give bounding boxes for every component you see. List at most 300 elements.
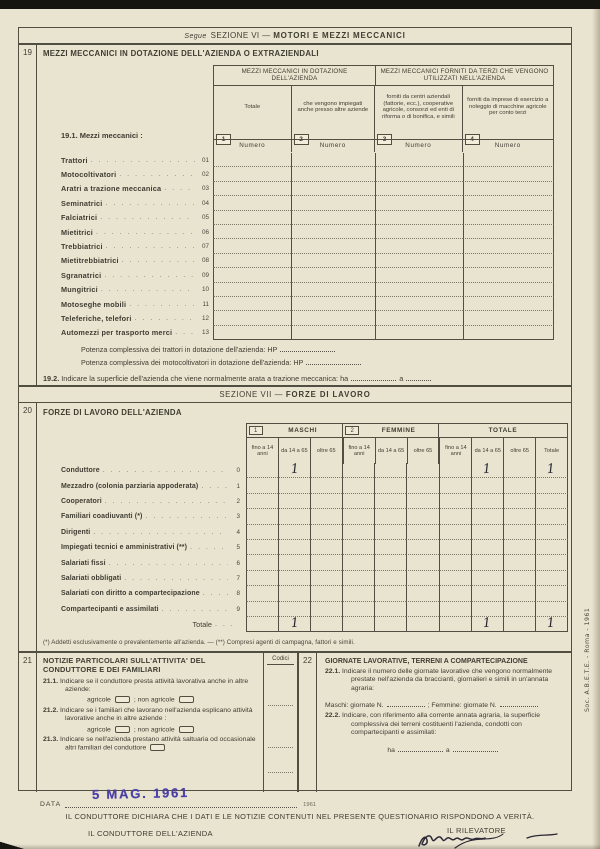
cell-noleggio: [463, 167, 554, 181]
dotted-leader: [164, 185, 195, 192]
fill-in-blank: [453, 745, 498, 752]
machine-code: 07: [201, 243, 209, 251]
cell-femmine-fino14: [342, 602, 374, 617]
machine-row: [37, 311, 554, 325]
scan-corner-bottom-left: [0, 840, 30, 849]
cell-totale: [213, 225, 291, 239]
machine-row-label: [37, 254, 213, 268]
cell-centri-aziendali: [375, 153, 463, 167]
section-22-title: GIORNATE LAVORATIVE, TERRENI A COMPARTECIPAZIONE: [325, 658, 528, 665]
fill-in-blank: [387, 700, 425, 707]
machine-code: 02: [201, 171, 209, 179]
page-title: MOTORI E MEZZI MECCANICI: [273, 31, 406, 40]
machine-code: 09: [201, 271, 209, 279]
section-20: [19, 403, 571, 653]
labour-category: Salariati fissi: [61, 559, 106, 567]
cell-centri-aziendali: [375, 167, 463, 181]
cell-femmine-fino14: [342, 509, 374, 524]
age-band-header: oltre 65: [311, 438, 343, 464]
dotted-leader: [105, 498, 228, 505]
section-21: [37, 653, 263, 792]
col-number: 1: [216, 134, 231, 145]
machine-name: Motocoltivatori: [61, 170, 117, 180]
machine-row-label: [37, 153, 213, 167]
cell-totale: [213, 153, 291, 167]
section-20-title: FORZE DI LAVORO DELL'AZIENDA: [43, 408, 182, 417]
machine-name: Mungitrici: [61, 285, 98, 295]
section-20-number: 20: [19, 403, 37, 651]
power-line-text: Potenza complessiva dei trattori in dotazione dell'azienda: HP: [81, 345, 278, 354]
cell-totale-generale: [535, 540, 568, 555]
section-7-title: FORZE DI LAVORO: [285, 390, 371, 399]
labour-category: Salariati con diritto a compartecipazione: [61, 590, 200, 598]
printer-imprint: Soc. A.B.E.T.E. - Roma - 1961: [584, 607, 591, 712]
cell-femmine-14-65: [374, 602, 406, 617]
machine-row-label: [37, 268, 213, 282]
cell-centri-aziendali: [375, 196, 463, 210]
cell-maschi-fino14: [246, 617, 278, 632]
question-text: Indicare se i familiari che lavorano nell'azienda esplicano attività lavorative anche in altre aziende :: [60, 706, 253, 723]
machine-row-label: [37, 326, 213, 340]
question-number: 19.2.: [43, 374, 60, 383]
dotted-leader: [215, 621, 237, 628]
age-band-header: fino a 14 anni: [247, 438, 279, 464]
labour-row: [37, 586, 568, 601]
labour-category: Impiegati tecnici e amministrativi (**): [61, 544, 188, 552]
codici-answer-line: [268, 747, 293, 748]
labour-row-label: [37, 571, 246, 586]
cell-totale-oltre65: [503, 555, 535, 570]
machine-code: 05: [201, 214, 209, 222]
age-band-header: da 14 a 65: [472, 438, 504, 464]
cell-femmine-oltre65: [406, 525, 438, 540]
machine-row: [37, 297, 554, 311]
section-19-number: 19: [19, 45, 37, 385]
labour-row: [37, 509, 568, 524]
cell-maschi-14-65: [278, 586, 310, 601]
cell-altre-aziende: [291, 239, 375, 253]
cell-totale-fino14: [439, 571, 471, 586]
cell-maschi-oltre65: [310, 617, 342, 632]
machine-row-label: [37, 167, 213, 181]
cell-maschi-oltre65: [310, 525, 342, 540]
cell-noleggio: [463, 153, 554, 167]
question-number: 21.1.: [43, 677, 59, 685]
cell-totale-generale: [535, 555, 568, 570]
cell-femmine-oltre65: [406, 571, 438, 586]
date-stamp: 5 MAG. 1961: [91, 784, 190, 803]
machine-code: 10: [201, 286, 209, 294]
cell-centri-aziendali: [375, 182, 463, 196]
cell-totale-fino14: [439, 617, 471, 632]
cell-totale-14-65: [471, 525, 503, 540]
cell-maschi-14-65: [278, 509, 310, 524]
cell-altre-aziende: [291, 196, 375, 210]
cell-totale-oltre65: [503, 509, 535, 524]
cell-femmine-oltre65: [406, 586, 438, 601]
labour-code: 7: [236, 574, 240, 582]
question-text: Indicare il numero delle giornate lavorative che vengono normalmente prestate nell'azienda da braccianti, giornalieri e simili in un'annata agraria:: [342, 668, 553, 692]
section-22-number: 22: [299, 653, 317, 792]
labour-category: Mezzadro (colonia parziaria appoderata): [61, 482, 199, 490]
machine-name: Motoseghe mobili: [61, 299, 127, 309]
cell-maschi-14-65: [278, 540, 310, 555]
handwritten-value: 1: [289, 615, 300, 632]
handwritten-value: 1: [482, 615, 492, 632]
cell-femmine-14-65: [374, 463, 406, 478]
cell-femmine-14-65: [374, 555, 406, 570]
superficie-line: [325, 745, 563, 754]
cell-totale: [213, 239, 291, 253]
machine-row-label: [37, 239, 213, 253]
cell-altre-aziende: [291, 211, 375, 225]
cell-totale-14-65: [471, 478, 503, 493]
machine-row: [37, 182, 554, 196]
total-label: Totale: [192, 620, 212, 630]
cell-totale-14-65: [471, 540, 503, 555]
cell-totale-generale: [535, 463, 568, 478]
age-band-header: fino a 14 anni: [343, 438, 376, 464]
signature-label-conduttore: IL CONDUTTORE DELL'AZIENDA: [88, 829, 213, 838]
question-22-2: [325, 712, 563, 737]
cell-totale: [213, 268, 291, 282]
cell-totale-14-65: [471, 617, 503, 632]
option-agricole: agricole: [87, 696, 111, 704]
section-7-prefix: SEZIONE VII —: [219, 390, 284, 399]
machine-row: [37, 239, 554, 253]
cell-totale: [213, 211, 291, 225]
age-band-header: da 14 a 65: [279, 438, 311, 464]
cell-noleggio: [463, 239, 554, 253]
answer-21-2: [87, 726, 257, 733]
labour-code: 6: [236, 559, 240, 567]
labour-total-row: [37, 617, 568, 632]
dotted-leader: [96, 229, 195, 236]
cell-totale-14-65: [471, 509, 503, 524]
question-suffix: a: [399, 374, 404, 383]
group-label: FEMMINE: [381, 427, 416, 434]
question-text: Indicare se nell'azienda prestano attività saltuaria od occasionale altri familiari del conduttore: [60, 735, 256, 752]
power-line-trattori: [81, 345, 338, 354]
question-21-3: [43, 736, 257, 753]
labour-table-rows: [37, 463, 568, 617]
form-border: [18, 27, 572, 791]
cell-femmine-fino14: [342, 586, 374, 601]
cell-totale-oltre65: [503, 525, 535, 540]
cell-femmine-oltre65: [406, 555, 438, 570]
cell-totale-oltre65: [503, 478, 535, 493]
section-7-bar: [19, 387, 571, 403]
cell-centri-aziendali: [375, 297, 463, 311]
labour-row: [37, 478, 568, 493]
labour-row: [37, 555, 568, 570]
cell-noleggio: [463, 268, 554, 282]
checkbox: [179, 726, 194, 733]
cell-totale-generale: [535, 617, 568, 632]
cell-noleggio: [463, 182, 554, 196]
cell-maschi-14-65: [278, 478, 310, 493]
labour-row-label: [37, 586, 246, 601]
cell-maschi-fino14: [246, 602, 278, 617]
cell-maschi-14-65: [278, 494, 310, 509]
question-number: 22.2.: [325, 712, 341, 720]
checkbox: [115, 696, 130, 703]
cell-totale-fino14: [439, 525, 471, 540]
machine-name: Aratri a trazione meccanica: [61, 184, 162, 194]
cell-noleggio: [463, 196, 554, 210]
cell-maschi-oltre65: [310, 494, 342, 509]
group-label: MASCHI: [288, 427, 318, 434]
cell-femmine-14-65: [374, 586, 406, 601]
dotted-leader: [103, 467, 228, 474]
dotted-leader: [175, 329, 195, 336]
col-number: 3: [377, 134, 392, 145]
dotted-leader: [135, 315, 195, 322]
fill-in-blank: [398, 745, 443, 752]
dotted-leader: [119, 171, 195, 178]
cell-totale: [213, 196, 291, 210]
machine-code: 08: [201, 257, 209, 265]
machine-row: [37, 225, 554, 239]
machine-row: [37, 283, 554, 297]
age-band-header: Totale: [544, 448, 560, 454]
cell-maschi-oltre65: [310, 555, 342, 570]
machines-table-subheaders: [214, 86, 553, 152]
cell-centri-aziendali: [375, 268, 463, 282]
machine-row-label: [37, 297, 213, 311]
cell-noleggio: [463, 225, 554, 239]
cell-altre-aziende: [291, 225, 375, 239]
labour-table-subheaders: [247, 438, 567, 464]
cell-totale-oltre65: [503, 617, 535, 632]
dotted-leader: [145, 513, 228, 520]
cell-maschi-oltre65: [310, 586, 342, 601]
age-band-header: fino a 14 anni: [439, 438, 472, 464]
group-number-box: 1: [249, 426, 263, 435]
question-19-2: [43, 374, 434, 383]
cell-femmine-oltre65: [406, 540, 438, 555]
checkbox: [150, 744, 165, 751]
machine-row-label: [37, 283, 213, 297]
col-number-box: [375, 128, 461, 143]
power-line-text: Potenza complessiva dei motocoltivatori in dotazione dell'azienda: HP: [81, 358, 304, 367]
dotted-leader: [162, 606, 228, 613]
group-femmine: [343, 424, 438, 437]
cell-totale: [213, 283, 291, 297]
labour-code: 1: [236, 482, 240, 490]
bottom-sections: [19, 653, 571, 792]
cell-femmine-oltre65: [406, 494, 438, 509]
dotted-leader: [93, 529, 228, 536]
cell-noleggio: [463, 311, 554, 325]
power-line-motocoltivatori: [81, 358, 364, 367]
cell-maschi-fino14: [246, 555, 278, 570]
printed-year: 1961: [303, 802, 317, 808]
machine-row-label: [37, 311, 213, 325]
cell-femmine-oltre65: [406, 478, 438, 493]
scan-edge-right: [592, 9, 600, 849]
cell-maschi-fino14: [246, 494, 278, 509]
handwritten-value: 1: [289, 461, 300, 478]
dotted-leader: [91, 157, 195, 164]
section-21-title: NOTIZIE PARTICOLARI SULL'ATTIVITA' DEL CONDUTTORE E DEI FAMILIARI: [43, 656, 206, 674]
cell-totale-14-65: [471, 463, 503, 478]
cell-femmine-fino14: [342, 617, 374, 632]
cell-totale-generale: [535, 525, 568, 540]
cell-maschi-14-65: [278, 555, 310, 570]
machine-name: Trattori: [61, 155, 88, 165]
cell-femmine-14-65: [374, 617, 406, 632]
machine-name: Sgranatrici: [61, 270, 102, 280]
cell-maschi-fino14: [246, 540, 278, 555]
cell-totale: [213, 254, 291, 268]
labour-row: [37, 525, 568, 540]
cell-totale: [213, 326, 291, 340]
cell-totale-generale: [535, 478, 568, 493]
labour-total-label: [37, 617, 246, 632]
question-number: 21.2.: [43, 706, 59, 714]
labour-code: 9: [236, 605, 240, 613]
dotted-leader: [106, 243, 195, 250]
question-text: Indicare la superficie dell'azienda che viene normalmente arata a trazione meccanica: ha: [61, 374, 349, 383]
section-22: [317, 653, 571, 792]
cell-centri-aziendali: [375, 239, 463, 253]
codici-answer-line: [268, 772, 293, 773]
machines-table-header: [213, 65, 554, 153]
cell-totale-14-65: [471, 555, 503, 570]
col-header-text: che vengono impiegati anche presso altre aziende: [297, 100, 369, 113]
dotted-leader: [203, 590, 228, 597]
cell-femmine-fino14: [342, 463, 374, 478]
labour-row-label: [37, 540, 246, 555]
footnote: (*) Addetti esclusivamente o prevalentemente all'azienda. — (**) Compresi agenti di campagna, fattori e simili.: [43, 639, 355, 646]
labour-code: 5: [236, 544, 240, 552]
machine-row: [37, 153, 554, 167]
cell-totale-oltre65: [503, 586, 535, 601]
machines-table-groups: [214, 66, 553, 86]
cell-altre-aziende: [291, 283, 375, 297]
group-label: TOTALE: [488, 427, 518, 434]
fill-in-blank: [280, 345, 335, 352]
cell-maschi-oltre65: [310, 478, 342, 493]
signature-label-rilevatore: IL RILEVATORE: [447, 826, 506, 835]
cell-totale-fino14: [439, 540, 471, 555]
dotted-leader: [190, 544, 228, 551]
col-unit-label: Numero: [463, 139, 553, 152]
labour-code: 8: [236, 590, 240, 598]
machine-name: Automezzi per trasporto merci: [61, 328, 173, 338]
cell-totale-fino14: [439, 494, 471, 509]
cell-femmine-oltre65: [406, 602, 438, 617]
answer-21-1: [87, 696, 257, 703]
cell-femmine-fino14: [342, 571, 374, 586]
labour-category: Salariati obbligati: [61, 574, 122, 582]
cell-altre-aziende: [291, 182, 375, 196]
labour-row-label: [37, 525, 246, 540]
dotted-leader: [106, 200, 195, 207]
machine-row: [37, 326, 554, 340]
labour-row-label: [37, 509, 246, 524]
labour-table-header: [246, 423, 568, 463]
machine-code: 01: [201, 156, 209, 164]
col-noleggio: [463, 86, 553, 152]
scan-edge-top: [0, 0, 600, 9]
cell-noleggio: [463, 211, 554, 225]
cell-maschi-14-65: [278, 463, 310, 478]
cell-maschi-14-65: [278, 617, 310, 632]
fill-in-blank: [500, 700, 538, 707]
cell-totale-fino14: [439, 586, 471, 601]
cell-totale: [213, 297, 291, 311]
cell-centri-aziendali: [375, 283, 463, 297]
cell-noleggio: [463, 297, 554, 311]
cell-maschi-oltre65: [310, 571, 342, 586]
cell-maschi-oltre65: [310, 602, 342, 617]
labour-category: Compartecipanti e assimilati: [61, 605, 159, 613]
age-band-header: da 14 a 65: [376, 438, 408, 464]
machine-name: Falciatrici: [61, 213, 98, 223]
machine-name: Teleferiche, telefori: [61, 313, 132, 323]
cell-totale-14-65: [471, 586, 503, 601]
machine-row-label: [37, 182, 213, 196]
cell-maschi-14-65: [278, 525, 310, 540]
label-19-1: 19.1. Mezzi meccanici :: [61, 131, 143, 140]
machines-table-rows: [37, 153, 554, 340]
cell-femmine-fino14: [342, 555, 374, 570]
date-line: [40, 800, 316, 808]
labour-code: 4: [236, 528, 240, 536]
machine-code: 06: [201, 228, 209, 236]
machine-row-label: [37, 225, 213, 239]
machine-code: 12: [201, 314, 209, 322]
labour-category: Cooperatori: [61, 497, 102, 505]
section-19-title: MEZZI MECCANICI IN DOTAZIONE DELL'AZIENDA O EXTRAZIENDALI: [43, 49, 319, 58]
col-unit-label: Numero: [375, 139, 461, 152]
cell-femmine-14-65: [374, 540, 406, 555]
cell-femmine-fino14: [342, 540, 374, 555]
handwritten-value: 1: [546, 615, 556, 632]
checkbox: [179, 696, 194, 703]
cell-maschi-fino14: [246, 478, 278, 493]
section-21-number: 21: [19, 653, 37, 792]
machine-code: 11: [202, 300, 209, 308]
labour-category: Familiari coadiuvanti (*): [61, 513, 143, 521]
group-forniti-da-terzi: MEZZI MECCANICI FORNITI DA TERZI CHE VENGONO UTILIZZATI NELL'AZIENDA: [380, 67, 549, 82]
option-non-agricole: ; non agricole: [133, 725, 175, 733]
cell-maschi-oltre65: [310, 463, 342, 478]
cell-femmine-fino14: [342, 525, 374, 540]
cell-totale-oltre65: [503, 494, 535, 509]
cell-maschi-fino14: [246, 509, 278, 524]
dotted-leader: [124, 575, 228, 582]
labour-row-label: [37, 555, 246, 570]
labour-code: 0: [236, 467, 240, 475]
cell-maschi-fino14: [246, 586, 278, 601]
cell-totale-fino14: [439, 478, 471, 493]
labour-total-row-wrap: [37, 617, 568, 632]
cell-totale-14-65: [471, 571, 503, 586]
machine-row: [37, 196, 554, 210]
cell-centri-aziendali: [375, 326, 463, 340]
cell-totale-generale: [535, 586, 568, 601]
question-number: 21.3.: [43, 735, 59, 743]
cell-maschi-14-65: [278, 571, 310, 586]
cell-noleggio: [463, 283, 554, 297]
labour-code: 2: [236, 497, 240, 505]
machine-row: [37, 254, 554, 268]
giornate-line: [325, 700, 563, 709]
cell-altre-aziende: [291, 268, 375, 282]
